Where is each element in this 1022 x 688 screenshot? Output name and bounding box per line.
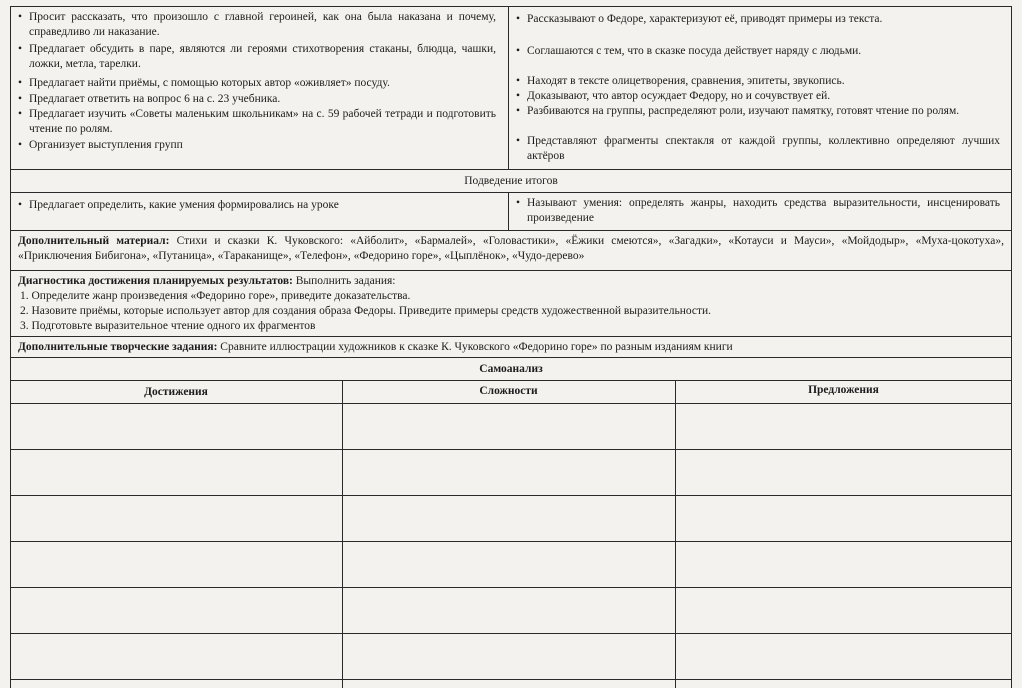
- self-analysis-row: [10, 587, 1012, 588]
- self-analysis-row: [10, 403, 1012, 404]
- student-activity-item: • Доказывают, что автор осуждает Федору, но и сочувствует ей.: [516, 90, 831, 102]
- self-analysis-column-divider: [675, 380, 676, 688]
- row-divider: [10, 270, 1012, 271]
- creative-text: Сравните иллюстрации художников к сказке К. Чуковского «Федорино горе» по разным изданиям книги: [220, 341, 733, 353]
- self-analysis-row: [10, 495, 1012, 496]
- student-activity-item: • Соглашаются с тем, что в сказке посуда действует наряду с людьми.: [516, 45, 862, 57]
- self-analysis-col-difficulties: Сложности: [479, 385, 538, 397]
- row-divider: [10, 169, 1012, 170]
- summary-teacher: • Предлагает определить, какие умения формировались на уроке: [18, 199, 339, 211]
- student-activity-item: • Рассказывают о Федоре, характеризуют её, приводят примеры из текста.: [516, 13, 883, 25]
- column-divider-summary: [508, 192, 509, 230]
- diagnostics-item: 1. Определите жанр произведения «Федорино горе», приведите доказательства.: [20, 290, 411, 302]
- self-analysis-col-achievements: Достижения: [144, 386, 208, 398]
- student-activity-item: • Находят в тексте олицетворения, сравнения, эпитеты, звукопись.: [516, 75, 845, 87]
- summary-students: • Называют умения: определять жанры, находить средства выразительности, инсценировать произведение: [516, 197, 1000, 224]
- student-activity-item: • Представляют фрагменты спектакля от каждой группы, коллективно определяют лучших актёров: [516, 135, 1000, 162]
- self-analysis-column-divider: [342, 380, 343, 688]
- teacher-activity-item: • Предлагает обсудить в паре, являются ли героями стихотворения стаканы, блюдца, чашки, ложки, метла, тарелки.: [18, 43, 496, 70]
- row-divider: [10, 380, 1012, 381]
- row-divider: [10, 357, 1012, 358]
- teacher-activity-item: • Просит рассказать, что произошло с главной героиней, как она была наказана и почему, справедливо ли наказание.: [18, 11, 496, 38]
- creative-label: Дополнительные творческие задания:: [18, 341, 218, 353]
- self-analysis-row: [10, 679, 1012, 680]
- teacher-activity-item: • Предлагает найти приёмы, с помощью которых автор «оживляет» посуду.: [18, 77, 390, 89]
- extra-material: [18, 234, 1004, 264]
- row-divider: [10, 192, 1012, 193]
- student-activity-item: • Разбиваются на группы, распределяют роли, изучают памятку, готовят чтение по ролям.: [516, 105, 960, 117]
- row-divider: [10, 336, 1012, 337]
- teacher-activity-item: • Предлагает ответить на вопрос 6 на с. 23 учебника.: [18, 93, 281, 105]
- self-analysis-row: [10, 541, 1012, 542]
- diagnostics-item: 3. Подготовьте выразительное чтение одного их фрагментов: [20, 320, 316, 332]
- diagnostics-intro: Выполнить задания:: [295, 275, 396, 287]
- diagnostics-item: 2. Назовите приёмы, которые использует автор для создания образа Федоры. Приведите примеры средств художественной выразительности.: [20, 305, 712, 317]
- diagnostics-label: Диагностика достижения планируемых результатов:: [18, 275, 293, 287]
- column-divider-top: [508, 6, 509, 169]
- extra-material-text: Стихи и сказки К. Чуковского: «Айболит», «Бармалей», «Головастики», «Ёжики смеются», «Загадки», «Котауси и Мауси», «Мойдодыр», «Муха-цокотуха», «Приключения Бибигона», «Путаница», «Тараканище», «Телефон», «Федорино горе», «Цыплёнок», «Чудо-дерево»: [18, 235, 1004, 262]
- self-analysis-row: [10, 449, 1012, 450]
- summary-heading: Подведение итогов: [464, 175, 558, 187]
- creative-tasks: [18, 340, 1004, 355]
- self-analysis-col-suggestions: Предложения: [808, 384, 879, 396]
- self-analysis-heading: Самоанализ: [479, 363, 543, 375]
- extra-material-label: Дополнительный материал:: [18, 235, 170, 247]
- row-divider: [10, 230, 1012, 231]
- teacher-activity-item: • Предлагает изучить «Советы маленьким школьникам» на с. 59 рабочей тетради и подготовить чтение по ролям.: [18, 108, 496, 135]
- self-analysis-row: [10, 633, 1012, 634]
- teacher-activity-item: • Организует выступления групп: [18, 139, 183, 151]
- diagnostics-title: [18, 274, 1004, 289]
